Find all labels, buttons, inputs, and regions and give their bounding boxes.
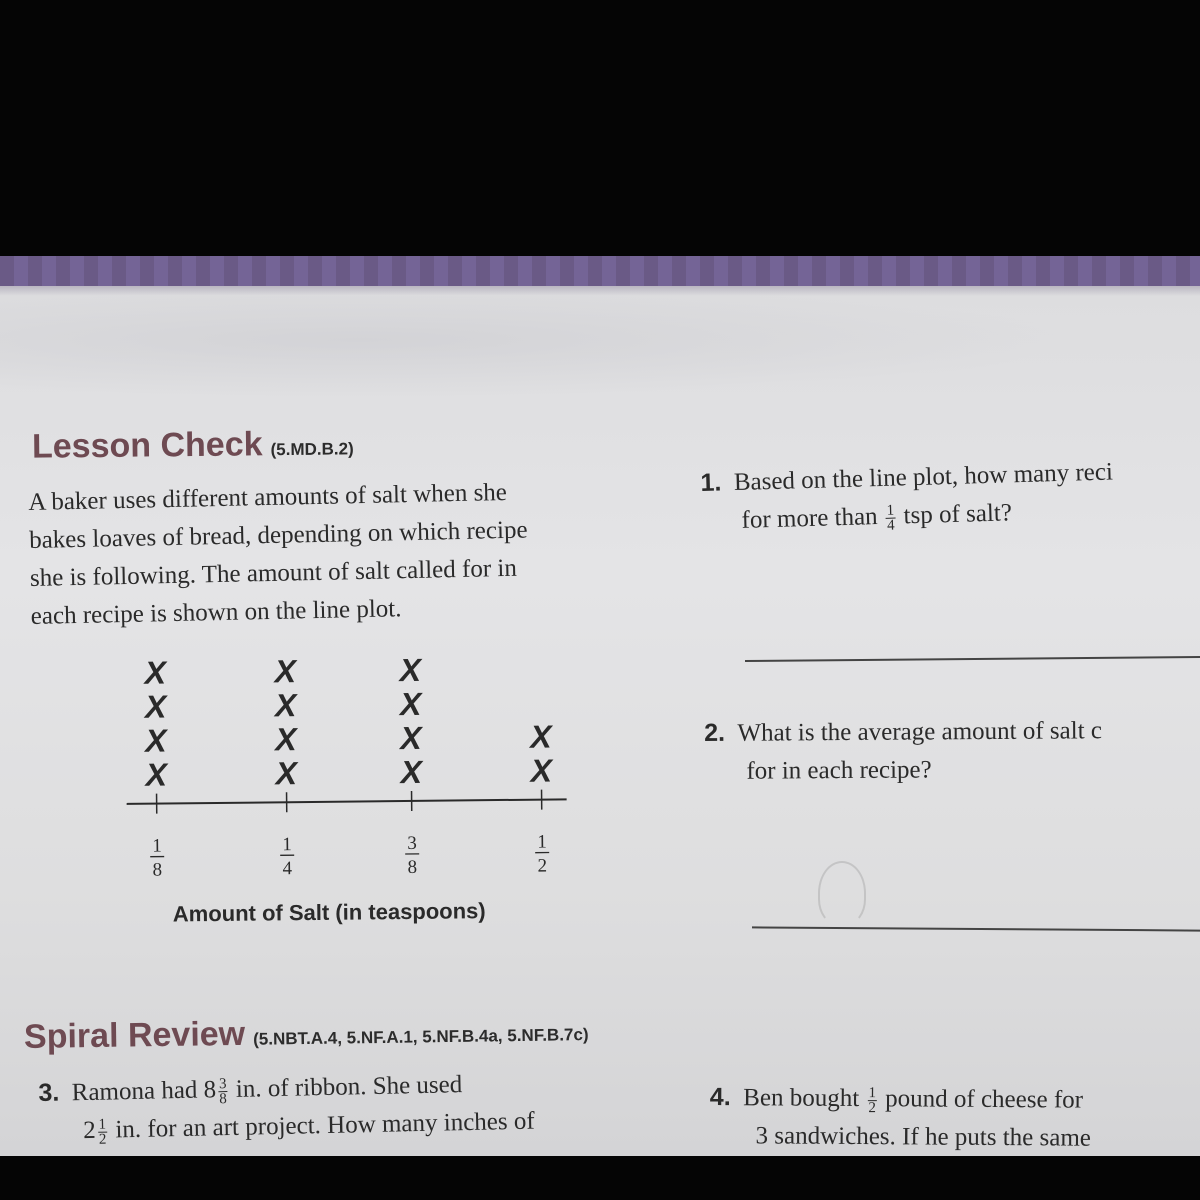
- tick-label-denominator: 8: [152, 859, 163, 881]
- x-mark: X: [530, 718, 552, 755]
- lesson-check-standard: (5.MD.B.2): [270, 439, 354, 460]
- question-text: Ben bought: [743, 1084, 860, 1113]
- x-mark: X: [274, 687, 297, 724]
- question-1: [700, 452, 1114, 540]
- tick-label-denominator: 4: [282, 858, 293, 880]
- pencil-mark: [818, 861, 866, 925]
- fraction: $\frac{1}{2}$: [868, 1084, 877, 1116]
- x-mark: X: [399, 651, 422, 689]
- paragraph-line: bakes loaves of bread, depending on which recipe: [28, 516, 528, 554]
- x-mark: X: [400, 719, 422, 757]
- spiral-review-heading: [24, 1010, 589, 1057]
- number-line: [127, 799, 567, 804]
- question-text: for more than: [741, 503, 878, 534]
- question-text: 2: [82, 1116, 96, 1145]
- question-2: [704, 711, 1102, 791]
- fraction: $\frac{1}{2}$: [98, 1116, 107, 1148]
- paragraph-line: she is following. The amount of salt called for in: [29, 554, 518, 592]
- x-mark: X: [530, 752, 553, 789]
- question-text: Ramona had 8: [71, 1076, 217, 1107]
- question-text: in. for an art project. How many inches of: [115, 1107, 535, 1144]
- lesson-check-title: Lesson Check: [31, 425, 263, 466]
- x-mark: X: [400, 753, 423, 791]
- tick-label-numerator: 1: [282, 834, 292, 856]
- question-number: 1.: [700, 468, 722, 497]
- x-mark: X: [145, 722, 167, 759]
- question-text: in. of ribbon. She used: [235, 1071, 463, 1103]
- answer-line-1[interactable]: [745, 656, 1200, 662]
- tick-label-numerator: 3: [407, 832, 417, 855]
- spiral-review-title: Spiral Review: [23, 1014, 246, 1056]
- question-4: [709, 1078, 1091, 1156]
- x-mark: X: [144, 654, 167, 691]
- fraction: $\frac{1}{4}$: [886, 502, 895, 534]
- question-text: Based on the line plot, how many reci: [733, 458, 1114, 497]
- fraction: $\frac{3}{8}$: [218, 1075, 228, 1107]
- paragraph-line: each recipe is shown on the line plot.: [30, 595, 402, 630]
- bleed-through-area: [0, 296, 1200, 406]
- x-mark: X: [145, 756, 168, 793]
- question-text: 3 sandwiches. If he puts the same: [755, 1122, 1092, 1152]
- x-mark: X: [274, 653, 297, 690]
- tick-label-denominator: 8: [407, 856, 418, 879]
- question-number: 4.: [709, 1082, 731, 1112]
- question-text: for in each recipe?: [746, 756, 932, 785]
- x-mark: X: [399, 685, 422, 723]
- x-mark: X: [275, 721, 297, 758]
- tick-label-numerator: 1: [537, 831, 547, 853]
- line-plot-svg: [120, 641, 593, 896]
- question-text: What is the average amount of salt c: [737, 717, 1103, 747]
- problem-paragraph: [28, 471, 631, 636]
- question-number: 2.: [704, 718, 726, 747]
- lesson-check-heading: [32, 424, 354, 466]
- question-text: pound of cheese for: [885, 1085, 1084, 1114]
- line-plot: [120, 641, 593, 946]
- question-3: [38, 1064, 535, 1151]
- tick-label-denominator: 2: [537, 855, 548, 877]
- x-mark: X: [275, 755, 298, 792]
- question-number: 3.: [38, 1078, 60, 1107]
- worksheet-page: [0, 256, 1200, 1156]
- question-text: tsp of salt?: [903, 499, 1013, 530]
- decorative-band: [0, 256, 1200, 286]
- tick-label-numerator: 1: [152, 835, 162, 857]
- x-axis-label: Amount of Salt (in teaspoons): [172, 898, 486, 927]
- answer-line-2[interactable]: [752, 926, 1200, 931]
- x-mark: X: [144, 688, 167, 725]
- spiral-review-standard: (5.NBT.A.4, 5.NF.A.1, 5.NF.B.4a, 5.NF.B.7c): [253, 1025, 589, 1049]
- paragraph-line: A baker uses different amounts of salt when she: [28, 478, 508, 516]
